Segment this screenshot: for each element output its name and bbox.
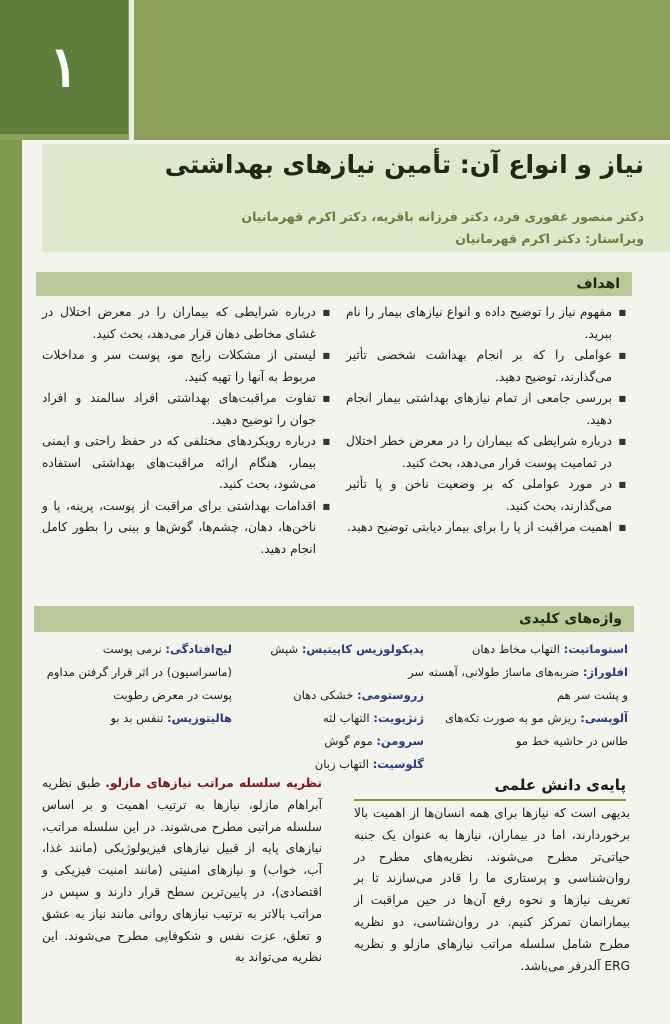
keyword-definition: التهاب زبان [314,757,373,771]
keyword-entry [264,684,424,707]
editor-line: ویراستار: دکتر اکرم قهرمانیان [455,231,644,246]
goals-heading: اهداف [36,272,632,296]
keyword-definition: ریزش مو به صورت تکه‌های طاس در حاشیه خط مو [445,711,628,748]
goal-item: ■ اقدامات بهداشتی برای مراقبت از پوست، پرینه، پا و ناخن‌ها، دهان، چشم‌ها، گوش‌ها و بینی را بطور کامل انجام دهید. [42,496,330,561]
keyword-term: ژنژیویت: [373,711,424,725]
keyword-definition: تنفس بد بو [110,711,167,725]
goal-item: ■ درباره رویکردهای مختلفی که در حفظ راحتی و ایمنی بیمار، هنگام ارائه مراقبت‌های بهداشتی استفاده می‌شود، بحث کنید. [42,431,330,496]
goal-item: ■ اهمیت مراقبت از پا را برای بیمار دیابتی توضیح دهید. [346,517,626,539]
chapter-number: ۱ [48,34,80,100]
scientific-base-heading: پایه‌ی دانش علمی [494,776,626,794]
keyword-definition: خشکی دهان [293,688,358,702]
keyword-entry [428,661,628,707]
maslow-body: طبق نظریه آبراهام مازلو، نیازها به ترتیب اهمیت و بر اساس سلسله مراتبی مطرح می‌شوند. در این سلسله مراتب، نیازهای پایه از قبیل نیازهای فیزیولوژیکی (مانند غذا، آب، خواب) و نیازهای امنیتی (مانند امنیت فیزیکی و اقتصادی)، در پایین‌ترین سطح قرار دارند و سپس در مراتب بالاتر به ترتیب نیازهای روانی مانند نیاز به عشق و تعلق، عزت نفس و شکوفایی مطرح می‌شوند. این نظریه می‌تواند به [42,776,322,965]
keyword-term: سرومن: [376,734,424,748]
keyword-term: هالیتوزیس: [166,711,232,725]
authors-block [84,206,644,250]
keyword-term: آلوپسی: [580,711,628,725]
keyword-definition: التهاب مخاط دهان [471,642,564,656]
keyword-term: گلوسیت: [372,757,424,771]
keyword-entry [36,638,232,707]
keywords-column-2 [264,638,424,776]
keyword-definition: التهاب لثه [323,711,374,725]
goal-item: ■ عواملی را که بر انجام بهداشت شخصی تأثیر می‌گذارند، توضیح دهید. [346,345,626,388]
keywords-heading: واژه‌های کلیدی [34,606,634,632]
keyword-term: زروستومی: [357,688,424,702]
keyword-term: لیچ‌افتادگی: [165,642,232,656]
keyword-entry [264,638,424,684]
keyword-definition: ضربه‌های ماساژ طولانی، آهسته و پشت سر هم [428,665,628,702]
goal-item: ■ بررسی جامعی از تمام نیازهای بهداشتی بیمار انجام دهید. [346,388,626,431]
keyword-term: استوماتیت: [563,642,628,656]
keyword-entry [36,707,232,730]
goal-item: ■ درباره شرایطی که بیماران را در معرض خطر اختلال در تمامیت پوست قرار می‌دهد، بحث کنید. [346,431,626,474]
chapter-title: نیاز و انواع آن: تأمین نیازهای بهداشتی [164,150,644,179]
goal-item: ■ مفهوم نیاز را توضیح داده و انواع نیازهای بیمار را نام ببرید. [346,302,626,345]
banner-divider [129,0,134,140]
page-edge-strip [0,140,22,1024]
goals-right-column [346,302,626,539]
keyword-term: افلوراژ: [582,665,628,679]
goal-item: ■ لیستی از مشکلات رایج مو، پوست سر و مداخلات مربوط به آنها را تهیه کنید. [42,345,330,388]
goal-item: ■ تفاوت مراقبت‌های بهداشتی افراد سالمند و افراد جوان را توضیح دهید. [42,388,330,431]
keyword-entry [428,707,628,753]
goals-left-column [42,302,330,560]
keyword-entry [264,730,424,753]
maslow-title: نظریه سلسله مراتب نیازهای مازلو. [105,776,322,790]
keyword-definition: موم گوش [324,734,377,748]
maslow-paragraph [42,773,322,969]
keywords-column-3 [36,638,232,730]
keyword-term: پدیکولوزیس کاپیتیس: [301,642,424,656]
authors-line: دکتر منصور غفوری فرد، دکتر فرزانه باقریه، دکتر اکرم قهرمانیان [241,209,644,224]
scientific-base-text: بدیهی است که نیازها برای همه انسان‌ها از اهمیت بالا برخوردارند، اما در بیماران، نیازها به عنوان یک جنبه حیاتی‌تر مطرح می‌شوند. نظریه‌های مطرح در روان‌شناسی و پرستاری ما را قادر می‌سازند تا بر تعریف نیازها و نحوه رفع آن‌ها در حین مراقبت از بیمارانمان تمرکز کنیم. در روان‌شناسی، دو نظریه مطرح شامل سلسله مراتب نیازهای مازلو و نظریه ERG آلدرفر می‌باشد. [354,806,630,973]
goal-item: ■ درباره شرایطی که بیماران را در معرض اختلال در غشای مخاطی دهان قرار می‌دهد، بحث کنید. [42,302,330,345]
heading-underline [354,799,626,801]
keywords-column-1 [428,638,628,753]
keyword-definition: شپش سر [270,642,424,679]
keyword-entry [428,638,628,661]
goal-item: ■ در مورد عواملی که بر وضعیت ناخن و پا تأثیر می‌گذارند، بحث کنید. [346,474,626,517]
keyword-definition: نرمی پوست (ماسراسیون) در اثر قرار گرفتن مداوم پوست در معرض رطوبت [46,642,232,702]
keyword-entry [264,707,424,730]
